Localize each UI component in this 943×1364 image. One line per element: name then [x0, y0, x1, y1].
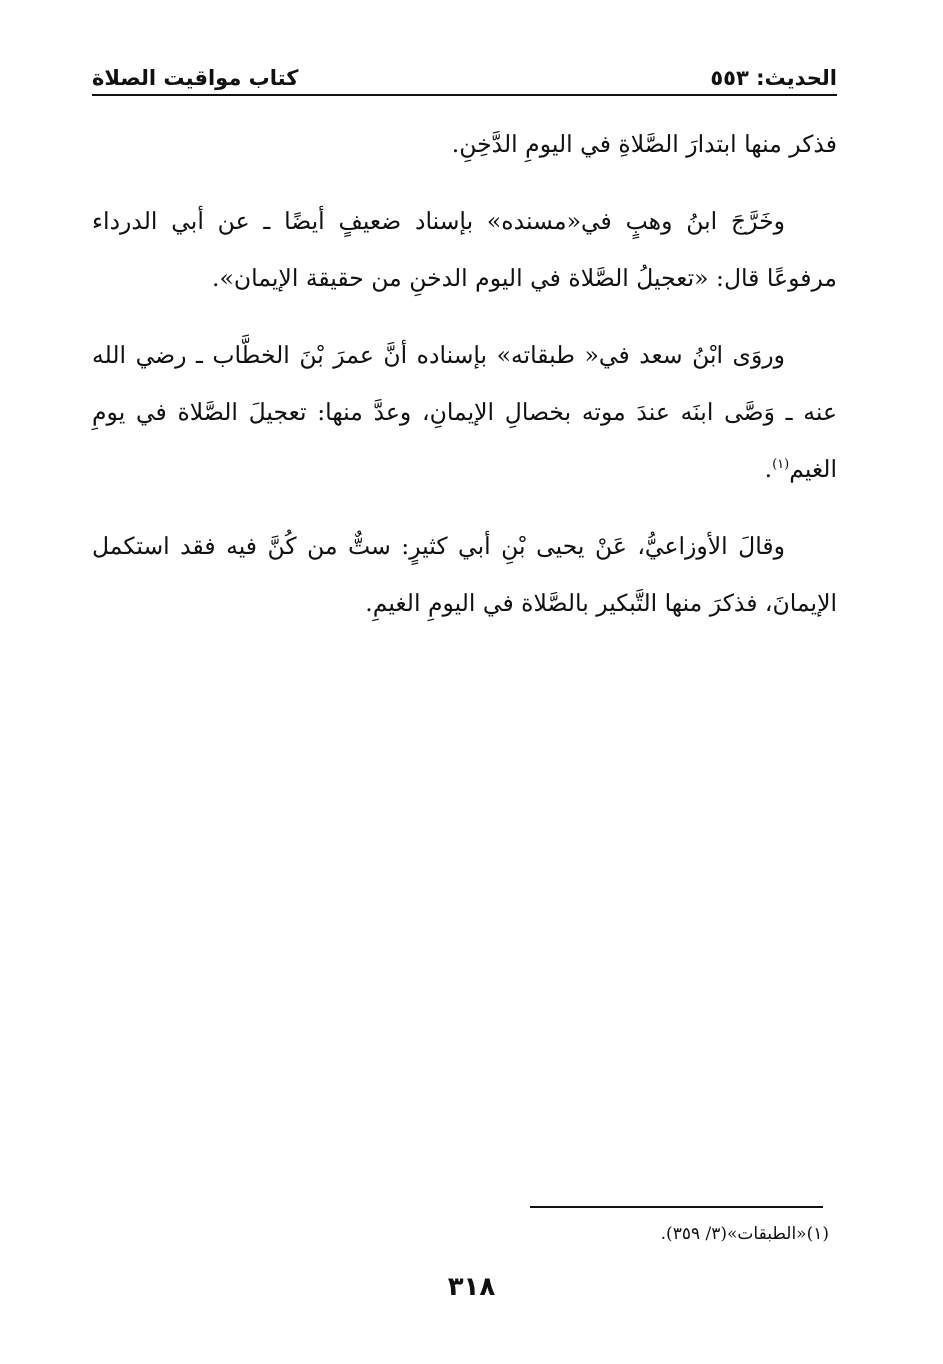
- paragraph-3-end: .: [764, 455, 773, 483]
- footnote-1: (١)«الطبقات»(٣/ ٣٥٩).: [660, 1224, 829, 1244]
- paragraph-4: [92, 518, 837, 632]
- paragraph-1: [92, 116, 837, 173]
- paragraph-1-text: فذكر منها ابتدارَ الصَّلاةِ في اليومِ الدَّخِنِ.: [451, 130, 837, 158]
- main-text: [92, 116, 837, 652]
- footnote-separator: [530, 1206, 823, 1208]
- book-chapter-title: كتاب مواقيت الصلاة: [92, 66, 299, 90]
- page-number: ٣١٨: [447, 1272, 496, 1302]
- paragraph-3: [92, 327, 837, 498]
- running-header: [92, 62, 837, 96]
- paragraph-3-text: وروَى ابْنُ سعد في« طبقاته» بإسناده أنَّ عمرَ بْنَ الخطَّاب ـ رضي الله عنه ـ وَصَّى ابنَه عندَ موته بخصالِ الإيمانِ، وعدَّ منها: تعجيلَ الصَّلاة في يومِ الغيم: [92, 341, 837, 483]
- paragraph-2: [92, 193, 837, 307]
- footnote-marker[interactable]: (١): [772, 457, 790, 473]
- paragraph-4-text: وقالَ الأوزاعيُّ، عَنْ يحيى بْنِ أبي كثيرٍ: ستٌّ من كُنَّ فيه فقد استكمل الإيمانَ، فذكرَ منها التَّبكير بالصَّلاة في اليومِ الغيمِ.: [92, 532, 837, 617]
- paragraph-2-text: وخَرَّجَ ابنُ وهبٍ في«مسنده» بإسناد ضعيفٍ أيضًا ـ عن أبي الدرداء مرفوعًا قال: «تعجيلُ الصَّلاة في اليوم الدخنِ من حقيقة الإيمان».: [92, 207, 837, 292]
- hadith-number-label: الحديث: ٥٥٣: [710, 66, 837, 90]
